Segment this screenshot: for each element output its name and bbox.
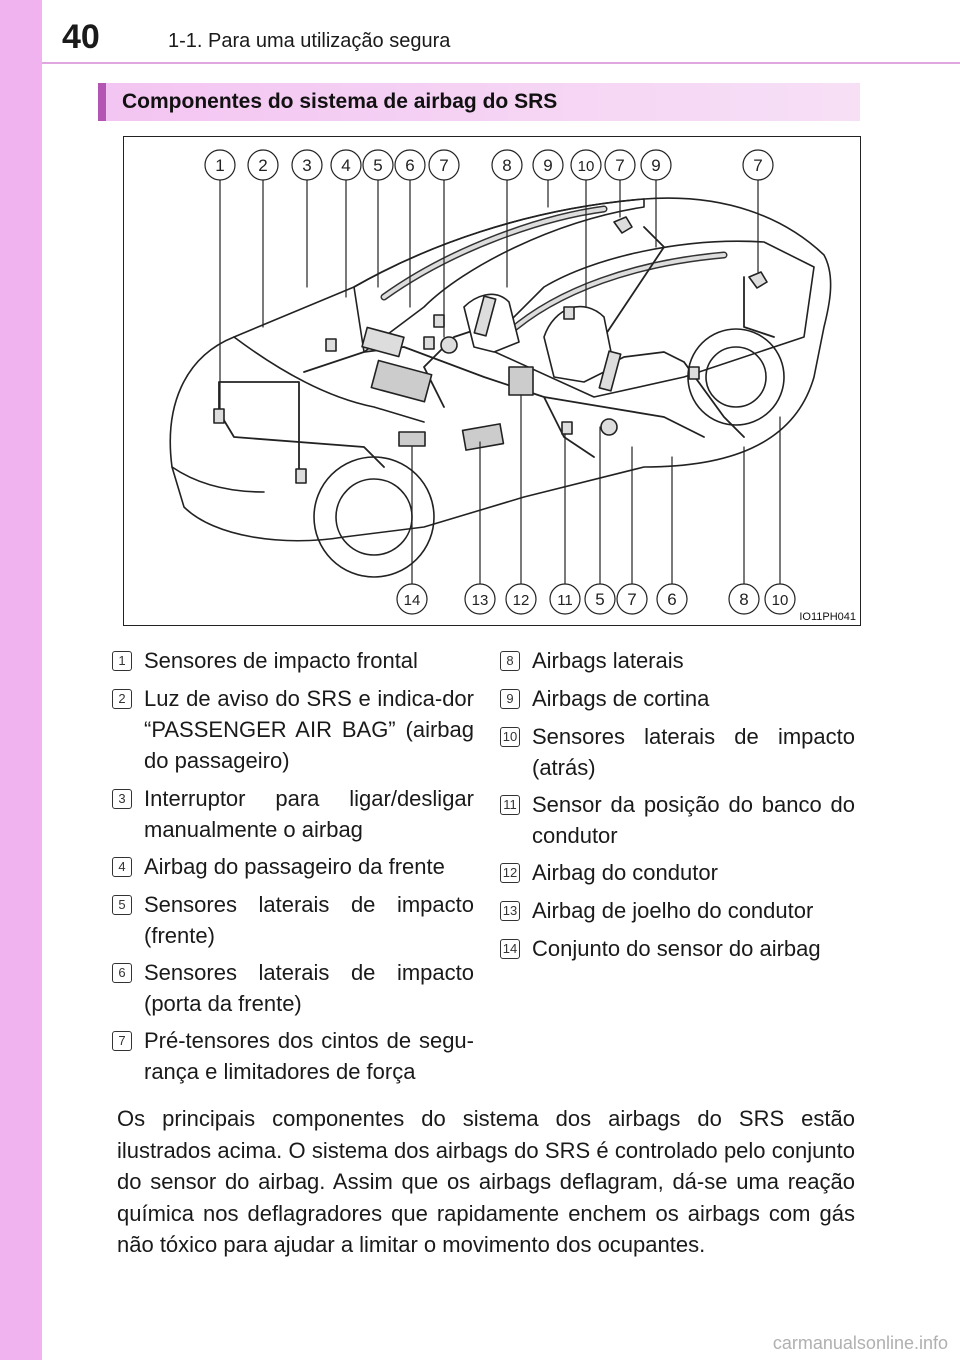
body-paragraph: Os principais componentes do sistema dos airbags do SRS estão ilustrados acima. O sistema dos airbags do SRS é controlado pelo conjunto do sensor do airbag. Assim que os airbags deflagram, dá-se uma reação química nos deflagradores que rapidamente enchem os airbags com gás não tóxico para ajudar a limitar o movimento dos ocupantes. [117,1106,855,1258]
top-callout-label: 3 [302,156,312,175]
seatbelt-pretensioner-front [441,337,457,353]
top-callout-label: 1 [215,156,225,175]
leader-lines-top [220,173,758,409]
figure-code: IO11PH041 [799,611,856,623]
top-callout-label: 6 [405,156,415,175]
top-callout-label: 9 [543,156,553,175]
seat-position-sensor [562,422,572,434]
rear-wheel-hub [706,347,766,407]
side-impact-sensor-door [434,315,444,327]
header-rule [42,62,960,64]
legend-text: Sensores laterais de impacto (porta da frente) [144,960,474,1016]
legend-number: 12 [500,863,520,883]
section-banner [98,83,860,121]
legend-number: 4 [112,857,132,877]
car-body-outline [170,198,830,541]
seatbelt-pretensioner-rear-left [614,217,632,233]
side-impact-sensor-front [424,337,434,349]
legend-text: Luz de aviso do SRS e indica-dor “PASSENGER AIR BAG” (airbag do passageiro) [144,686,474,773]
legend-text: Interruptor para ligar/desligar manualmente o airbag [144,786,474,842]
bottom-callout-label: 6 [667,590,677,609]
legend-number: 3 [112,789,132,809]
legend-number: 14 [500,939,520,959]
airbag-sensor-assembly [399,432,425,446]
top-callout-group [205,150,773,180]
top-callout-label: 7 [439,156,449,175]
legend-number: 13 [500,901,520,921]
side-tab-band [0,0,42,1360]
bottom-callout-label: 14 [403,592,421,609]
seatbelt-pretensioner-driver [601,419,617,435]
knee-airbag [371,360,431,401]
legend-text: Sensor da posição do banco do condutor [532,792,855,848]
legend-text: Conjunto do sensor do airbag [532,936,821,961]
car-illustration [124,137,860,625]
seatbelt-pretensioner-rear-right [749,272,767,288]
curtain-airbag-front-inner [384,209,604,297]
legend-text: Airbag do condutor [532,860,718,885]
watermark: carmanualsonline.info [772,1333,948,1353]
legend-number: 6 [112,963,132,983]
top-callout-label: 8 [502,156,512,175]
driver-knee-airbag [463,424,504,450]
side-impact-sensor-rear [689,367,699,379]
legend-text: Sensores laterais de impacto (frente) [144,892,474,948]
section-title: 1-1. Para uma utilização segura [168,30,451,52]
curtain-airbag-front [384,209,604,297]
top-callout-label: 7 [753,156,763,175]
front-impact-sensor-left [214,409,224,423]
legend-number: 8 [500,651,520,671]
legend-text: Airbag do passageiro da frente [144,854,445,879]
banner-title: Componentes do sistema de airbag do SRS [122,90,558,113]
bottom-callout-label: 13 [471,592,489,609]
top-callout-label: 10 [577,158,595,175]
legend-text: Airbags laterais [532,648,684,673]
airbag-cutoff-switch [326,339,336,351]
driver-airbag [509,367,533,395]
bottom-callout-label: 10 [771,592,789,609]
legend-number: 2 [112,689,132,709]
top-callout-label: 9 [651,156,661,175]
bottom-callout-label: 7 [627,590,637,609]
legend-number: 5 [112,895,132,915]
top-callout-label: 7 [615,156,625,175]
legend-text: Airbags de cortina [532,686,710,711]
front-wheel-hub [336,479,412,555]
bottom-callout-label: 12 [512,592,530,609]
side-impact-sensor-rear-upper [564,307,574,319]
airbag-diagram [123,136,861,626]
legend-number: 7 [112,1031,132,1051]
legend-text: Airbag de joelho do condutor [532,898,814,923]
bottom-callout-label: 8 [739,590,749,609]
legend-number: 9 [500,689,520,709]
bottom-callout-label: 5 [595,590,605,609]
top-callout-label: 4 [341,156,351,175]
legend-number: 10 [500,727,520,747]
bottom-callout-label: 11 [557,592,573,609]
rear-wheel [688,329,784,425]
top-callout-label: 2 [258,156,268,175]
front-bumper [172,467,264,492]
legend-text: Pré-tensores dos cintos de segu-rança e limitadores de força [144,1028,474,1084]
legend-number: 11 [500,795,520,815]
bottom-callout-group [397,584,795,614]
top-callout-label: 5 [373,156,383,175]
front-wheel [314,457,434,577]
front-impact-sensor-right [296,469,306,483]
legend-text: Sensores de impacto frontal [144,648,418,673]
page-number: 40 [62,18,100,56]
legend-number: 1 [112,651,132,671]
legend-text: Sensores laterais de impacto (atrás) [532,724,855,780]
